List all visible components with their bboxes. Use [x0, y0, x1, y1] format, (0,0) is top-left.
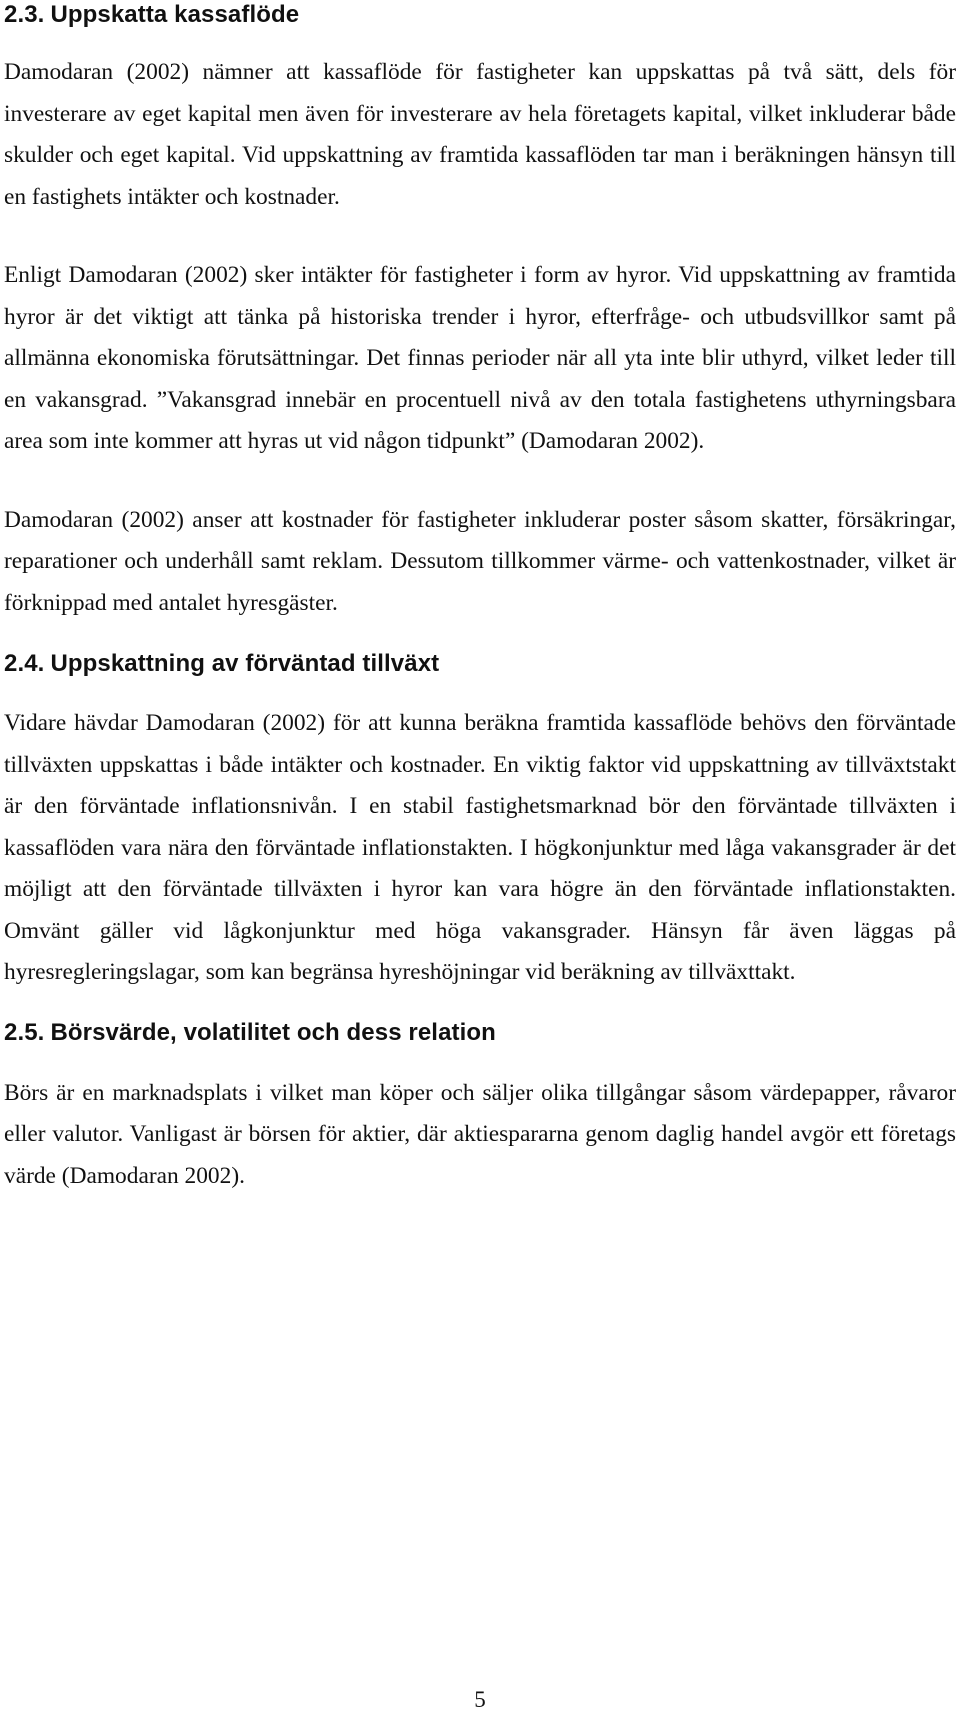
- section-heading-2-3: [4, 0, 956, 30]
- page-number-text: 5: [474, 1687, 486, 1712]
- section-heading-2-4: [4, 649, 956, 679]
- page-number: [0, 1686, 960, 1714]
- section-title: Börsvärde, volatilitet och dess relation: [50, 1018, 496, 1046]
- paragraph: Enligt Damodaran (2002) sker intäkter för fastigheter i form av hyror. Vid uppskattning av framtida hyror är det viktigt att tänka på historiska trender i hyror, efterfråge- och utbudsvillkor samt på allmänna ekonomiska förutsättningar. Det finnas perioder när all yta inte blir uthyrd, vilket leder till en vakansgrad. ”Vakansgrad innebär en procentuell nivå av den totala fastighetens uthyrningsbara area som inte kommer att hyras ut vid någon tidpunkt” (Damodaran 2002).: [4, 262, 956, 454]
- document-body: [4, 0, 956, 1197]
- section-number: 2.4.: [4, 650, 45, 677]
- section-number: 2.3.: [4, 1, 45, 28]
- section-heading-2-5: [4, 1018, 956, 1048]
- section-title: Uppskattning av förväntad tillväxt: [50, 650, 440, 677]
- section-title: Uppskatta kassaflöde: [50, 1, 300, 28]
- paragraph: Damodaran (2002) nämner att kassaflöde för fastigheter kan uppskattas på två sätt, dels för investerare av eget kapital men även för investerare av hela företagets kapital, vilket inkluderar både skulder och eget kapital. Vid uppskattning av framtida kassaflöden tar man i beräkningen hänsyn till en fastighets intäkter och kostnader.: [4, 59, 956, 210]
- paragraph: Börs är en marknadsplats i vilket man köper och säljer olika tillgångar såsom värdepapper, råvaror eller valutor. Vanligast är börsen för aktier, där aktiespararna genom daglig handel avgör ett företags värde (Damodaran 2002).: [4, 1079, 956, 1189]
- section-number: 2.5.: [4, 1018, 45, 1046]
- paragraph: Damodaran (2002) anser att kostnader för fastigheter inkluderar poster såsom skatter, försäkringar, reparationer och underhåll samt reklam. Dessutom tillkommer värme- och vattenkostnader, vilket är förknippad med antalet hyresgäster.: [4, 506, 956, 616]
- paragraph: Vidare hävdar Damodaran (2002) för att kunna beräkna framtida kassaflöde behövs den förväntade tillväxten uppskattas i både intäkter och kostnader. En viktig faktor vid uppskattning av tillväxtstakt är den förväntade inflationsnivån. I en stabil fastighetsmarknad bör den förväntade tillväxten i kassaflöden vara nära den förväntade inflationstakten. I högkonjunktur med låga vakansgrader är det möjligt att den förväntade tillväxten i hyror kan vara högre än den förväntade inflationstakten. Omvänt gäller vid lågkonjunktur med höga vakansgrader. Hänsyn får även läggas på hyresregleringslagar, som kan begränsa hyreshöjningar vid beräkning av tillväxttakt.: [4, 710, 956, 985]
